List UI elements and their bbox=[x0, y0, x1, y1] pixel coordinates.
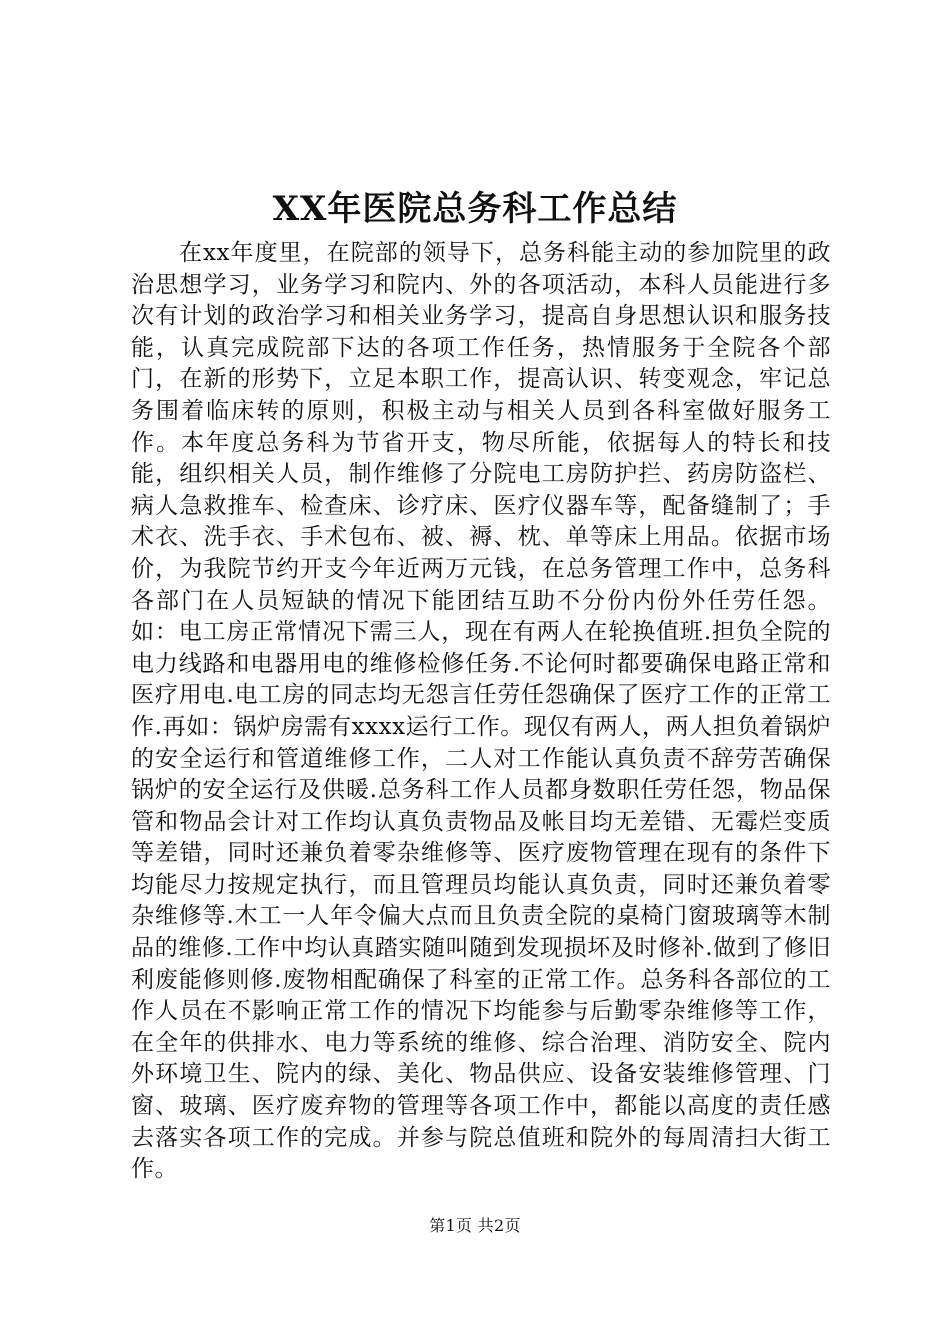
document-body-paragraph: 在xx年度里，在院部的领导下，总务科能主动的参加院里的政治思想学习，业务学习和院内、外的各项活动，本科人员能进行多次有计划的政治学习和相关业务学习，提高自身思想认识和服务技能，认真完成院部下达的各项工作任务，热情服务于全院各个部门，在新的形势下，立足本职工作，提高认识、转变观念，牢记总务围着临床转的原则，积极主动与相关人员到各科室做好服务工作。本年度总务科为节省开支，物尽所能，依据每人的特长和技能，组织相关人员，制作维修了分院电工房防护拦、药房防盗栏、病人急救推车、检查床、诊疗床、医疗仪器车等，配备缝制了；手术衣、洗手衣、手术包布、被、褥、枕、单等床上用品。依据市场价，为我院节约开支今年近两万元钱，在总务管理工作中，总务科各部门在人员短缺的情况下能团结互助不分份内份外任劳任怨。如：电工房正常情况下需三人，现在有两人在轮换值班.担负全院的电力线路和电器用电的维修检修任务.不论何时都要确保电路正常和医疗用电.电工房的同志均无怨言任劳任怨确保了医疗工作的正常工作.再如：锅炉房需有xxxx运行工作。现仅有两人，两人担负着锅炉的安全运行和管道维修工作，二人对工作能认真负责不辞劳苦确保锅炉的安全运行及供暖.总务科工作人员都身数职任劳任怨，物品保管和物品会计对工作均认真负责物品及帐目均无差错、无霉烂变质等差错，同时还兼负着零杂维修等、医疗废物管理在现有的条件下均能尽力按规定执行，而且管理员均能认真负责，同时还兼负着零杂维修等.木工一人年令偏大点而且负责全院的桌椅门窗玻璃等木制品的维修.工作中均认真踏实随叫随到发现损坏及时修补.做到了修旧利废能修则修.废物相配确保了科室的正常工作。总务科各部位的工作人员在不影响正常工作的情况下均能参与后勤零杂维修等工作，在全年的供排水、电力等系统的维修、综合治理、消防安全、院内外环境卫生、院内的绿、美化、物品供应、设备安装维修管理、门窗、玻璃、医疗废弃物的管理等各项工作中，都能以高度的责任感去落实各项工作的完成。并参与院总值班和院外的每周清扫大街工作。 bbox=[131, 240, 831, 1183]
page-number-footer: 第1页 共2页 bbox=[429, 1216, 521, 1235]
document-title: XX年医院总务科工作总结 bbox=[272, 189, 678, 229]
